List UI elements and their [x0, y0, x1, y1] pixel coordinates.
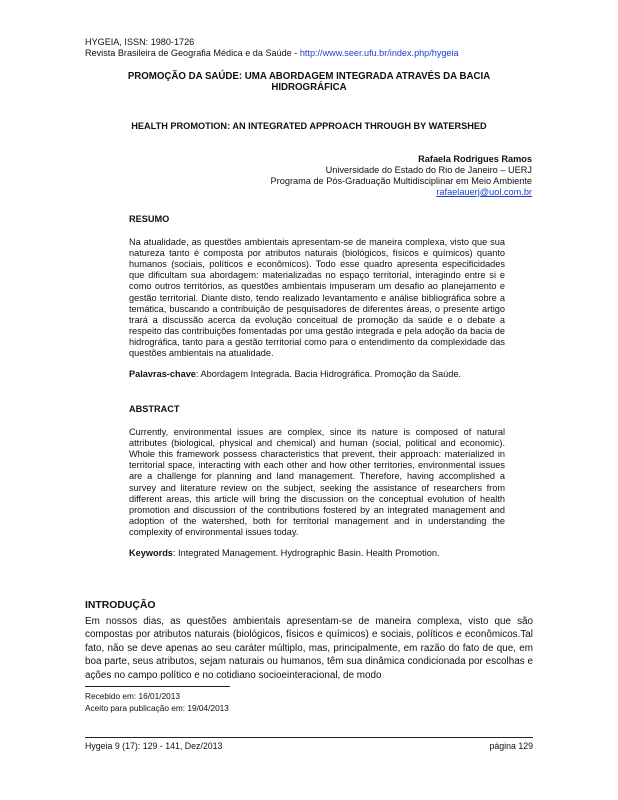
title-english: HEALTH PROMOTION: AN INTEGRATED APPROACH THROUGH BY WATERSHED	[131, 121, 487, 131]
resumo-keywords	[129, 369, 505, 380]
abstract-keywords-label: Keywords	[129, 548, 173, 559]
title-portuguese: PROMOÇÃO DA SAÚDE: UMA ABORDAGEM INTEGRADA ATRAVÉS DA BACIA HIDROGRÁFICA	[127, 71, 491, 94]
page-number: página 129	[489, 741, 533, 751]
resumo-heading: RESUMO	[129, 214, 170, 224]
introduction-body: Em nossos dias, as questões ambientais apresentam-se de maneira complexa, visto que são compostas por atributos naturais (biológicos, físicos e químicos) e sociais, políticos e econômicos.Tal fato, não se deve apenas ao seu caráter múltiplo, mas, principalmente, em razão do fato de que, em boa parte, seus atributos, sejam naturais ou humanos, têm sua dinâmica condicionada por escolhas e ações no campo político e no cotidiano socioeinteracional, de modo	[85, 616, 533, 681]
author-name: Rafaela Rodrigues Ramos	[418, 154, 532, 164]
journal-issn: HYGEIA, ISSN: 1980-1726	[85, 37, 195, 47]
resumo-body: Na atualidade, as questões ambientais apresentam-se de maneira complexa, visto que sua natureza tanto é composta por atributos naturais (biológicos, físicos e químicos) quanto humanos (sociais, políticos e econômicos). Todo esse quadro apresenta especificidades que dificultam sua abordagem: materializadas no espaço territorial, interagindo entre si e como outros territórios, as questões ambientais impuseram um desafio ao planejamento e gestão territorial. Diante disto, tendo realizado levantamento e análise bibliográfica sobre a temática, buscando a contribuição de pesquisadores de diferentes áreas, o presente artigo trará a discussão acerca da evolução conceitual de promoção da saúde e o debate a respeito das contribuições fomentadas por uma gestão integrada e pela adoção da bacia de hidrográfica, tanto para a gestão territorial como para o entendimento da complexidade das questões ambientais na atualidade.	[129, 237, 505, 359]
received-date: Recebido em: 16/01/2013	[85, 691, 181, 701]
author-email-link[interactable]: rafaelauerj@uol.com.br	[436, 187, 532, 197]
journal-header	[85, 37, 459, 59]
footer-divider	[85, 737, 533, 738]
abstract-section	[129, 404, 505, 559]
introduction-section	[85, 600, 533, 682]
journal-name: Revista Brasileira de Geografia Médica e da Saúde -	[85, 47, 300, 58]
journal-subtitle	[85, 48, 459, 59]
resumo-keywords-label: Palavras-chave	[129, 369, 196, 380]
abstract-keywords	[129, 548, 505, 559]
resumo-keywords-text: : Abordagem Integrada. Bacia Hidrográfica. Promoção da Saúde.	[195, 369, 461, 380]
journal-url-link[interactable]: http://www.seer.ufu.br/index.php/hygeia	[299, 47, 459, 58]
introduction-heading: INTRODUÇÃO	[85, 600, 156, 611]
abstract-body: Currently, environmental issues are complex, since its nature is composed of natural attributes (biological, physical and chemical) and human (social, political and economic). Whole this framework possess characteristics that prevent, their approach: materialized in territorial space, interacting with each other and how other territories, environmental issues are a challenge for planning and land management. Therefore, having accomplished a survey and literature review on the subject, seeking the assistance of researchers from different areas, this article will bring the discussion on the conceptual evolution of health promotion and discussion of the contributions fostered by an integrated management and adoption of the watershed, both for territorial management and in understanding the complexity of environmental issues today.	[129, 427, 505, 537]
accepted-date: Aceito para publicação em: 19/04/2013	[85, 703, 229, 713]
author-block	[271, 154, 532, 198]
abstract-heading: ABSTRACT	[129, 404, 180, 414]
resumo-section	[129, 214, 505, 380]
author-affiliation-program: Programa de Pós-Graduação Multidisciplinar em Meio Ambiente	[270, 176, 532, 186]
abstract-keywords-text: : Integrated Management. Hydrographic Basin. Health Promotion.	[172, 548, 440, 559]
footnotes	[85, 690, 229, 714]
author-affiliation-university: Universidade do Estado do Rio de Janeiro – UERJ	[325, 165, 532, 175]
footer-citation: Hygeia 9 (17): 129 - 141, Dez/2013	[85, 741, 223, 751]
footnote-divider	[85, 686, 230, 687]
